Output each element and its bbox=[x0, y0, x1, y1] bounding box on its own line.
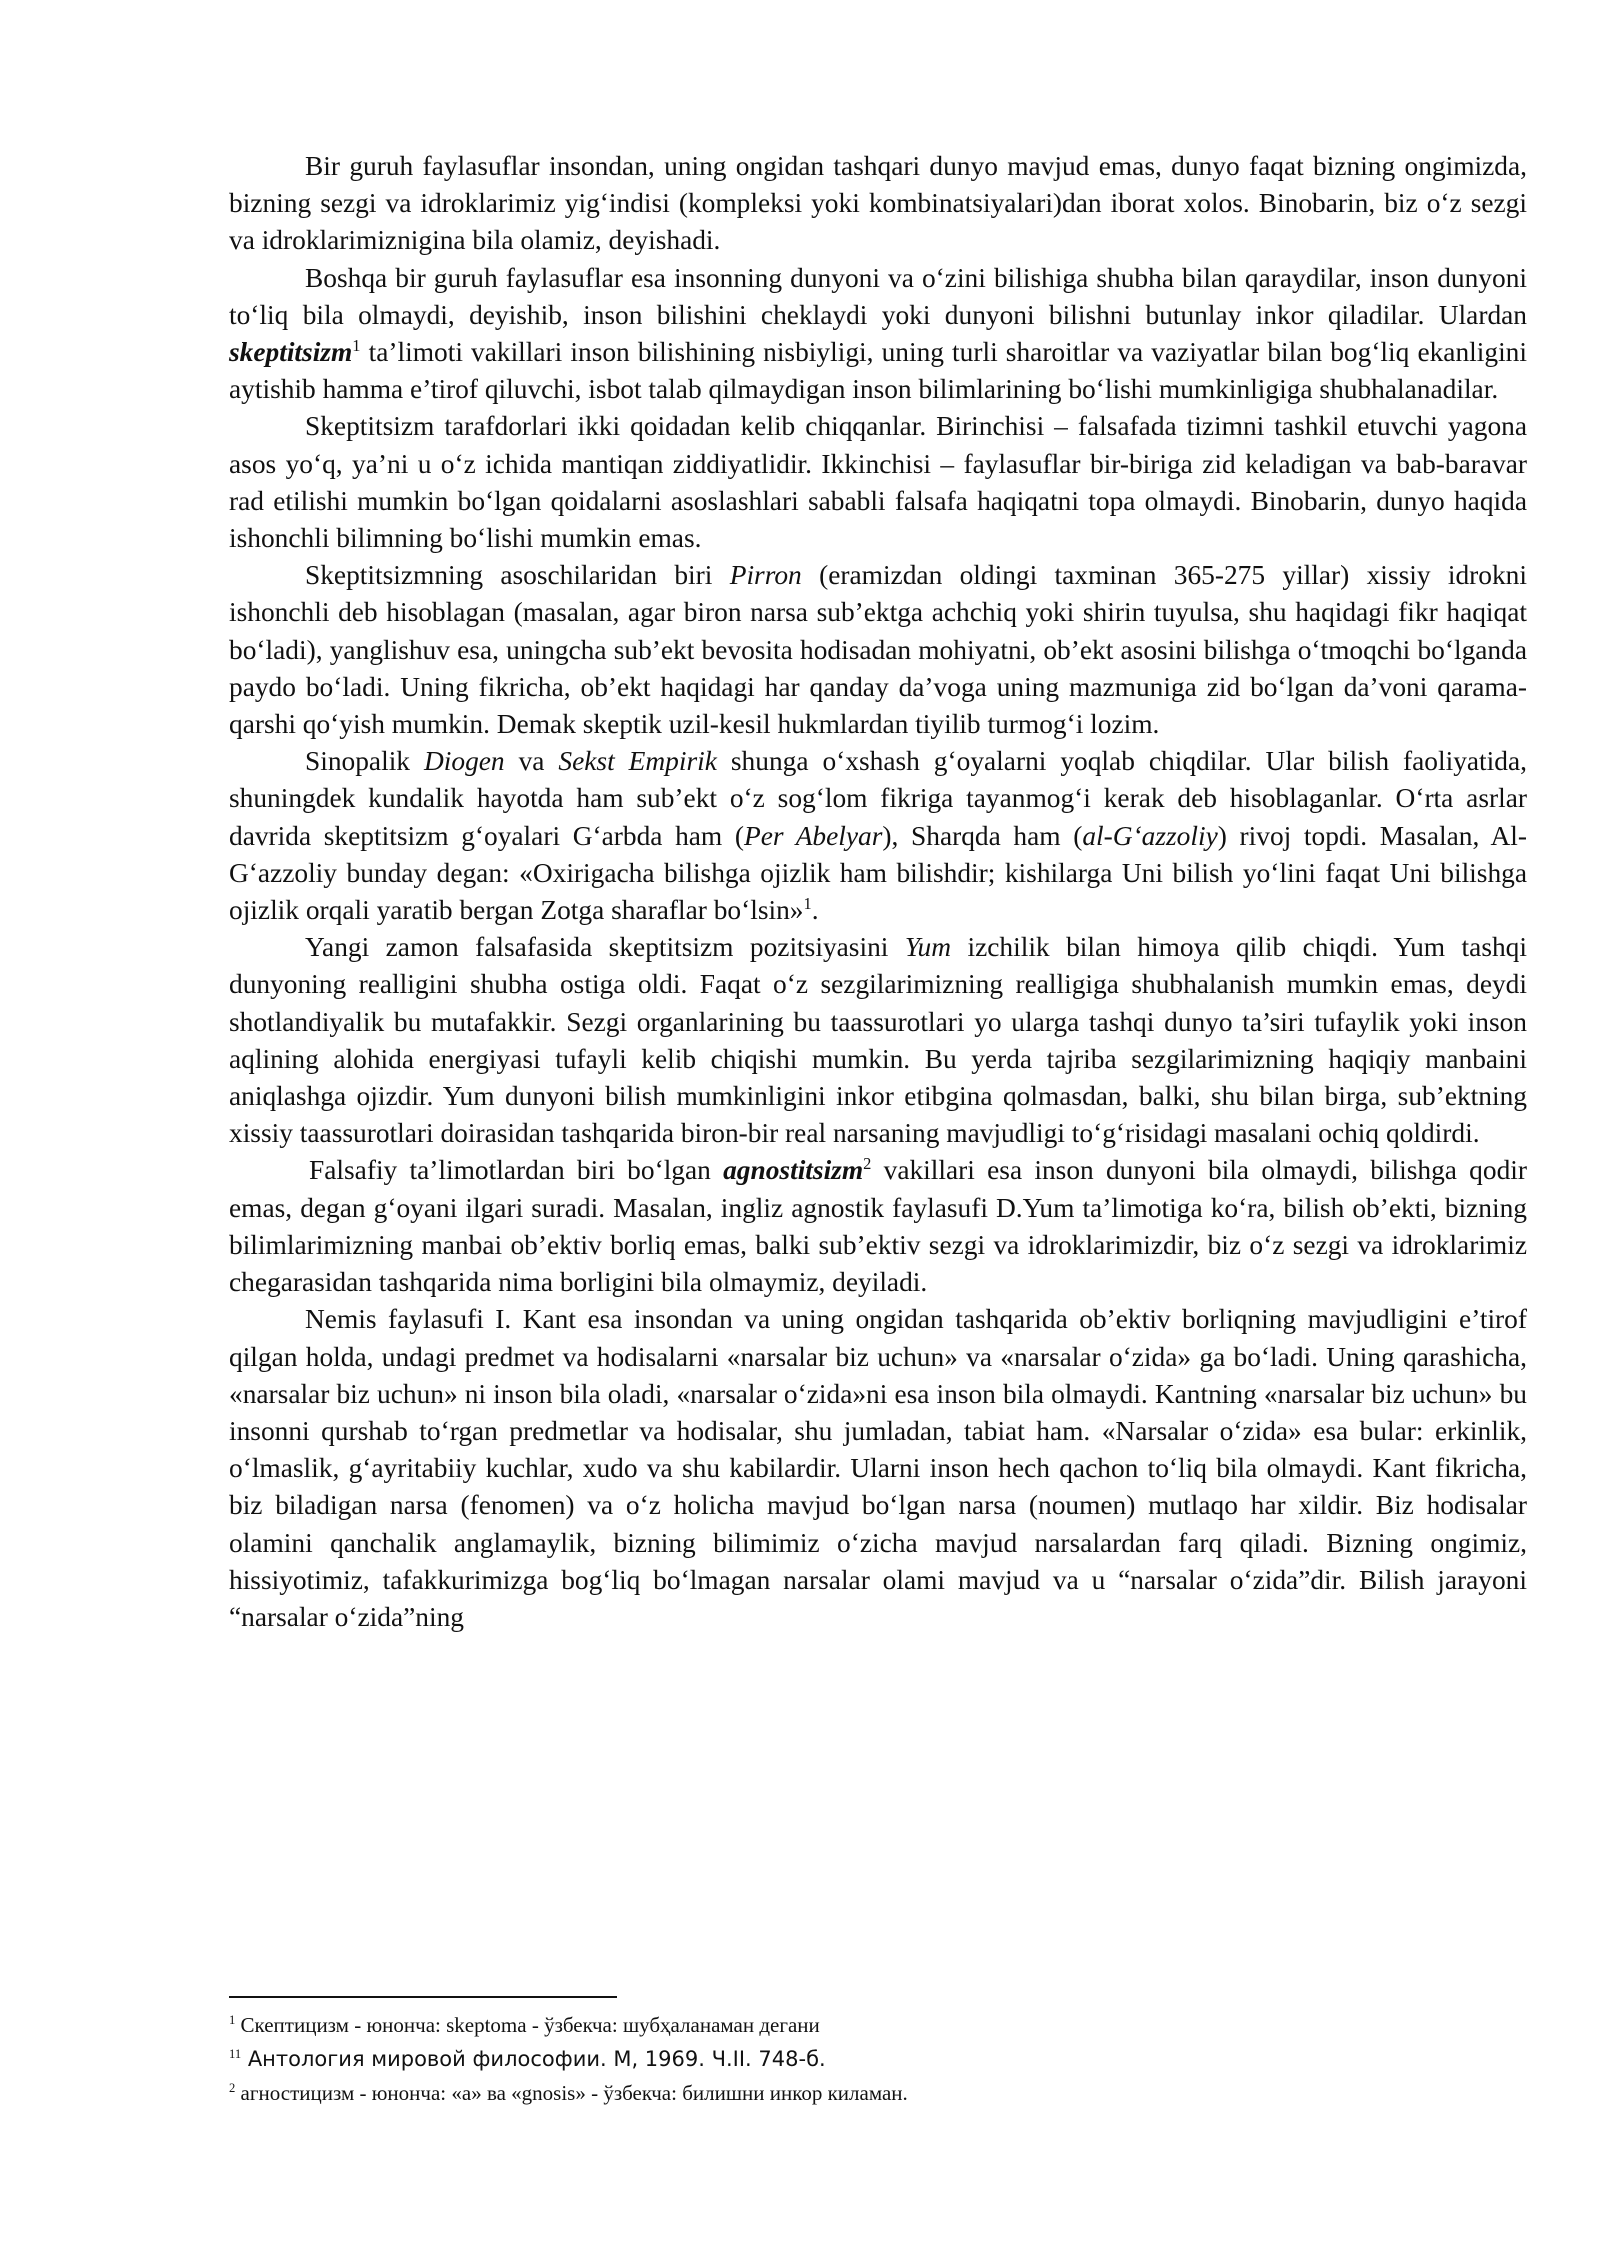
paragraph bbox=[229, 260, 1527, 409]
footnotes bbox=[229, 2008, 1527, 2110]
text-run: Skeptitsizmning asoschilaridan biri bbox=[305, 560, 730, 591]
text-run: Skeptitsizm tarafdorlari ikki qoidadan kelib chiqqanlar. Birinchisi – falsafada tizimni tashkil etuvchi yagona asos yo‘q, ya’ni u o‘z ichida mantiqan ziddiyatlidir. Ikkinchisi – faylasuflar bir-biriga zid keladigan va bab-baravar rad etilishi mumkin bo‘lgan qoidalarni asoslashlari sababli falsafa haqiqatni topa olmaydi. Binobarin, dunyo haqida ishonchli bilimning bo‘lishi mumkin emas. bbox=[229, 411, 1527, 554]
text-run: shunga o‘xshash g‘oyalarni yoqlab chiqdilar. Ular bilish faoliyatida, shuningdek kundalik hayotda ham sub’ekt o‘z sog‘lom fikriga tayanmog‘i kerak deb hisoblaganlar. O‘rta asrlar davrida skeptitsizm g‘oyalari G‘arbda ham ( bbox=[229, 746, 1527, 851]
key-term: skeptitsizm bbox=[229, 337, 353, 368]
footnote-ref: 1 bbox=[803, 893, 812, 913]
text-run: ta’limoti vakillari inson bilishining nisbiyligi, uning turli sharoitlar va vaziyatlar bilan bog‘liq ekanligini aytishib hamma e’tirof qiluvchi, isbot talab qilmaydigan inson bilimlarining bo‘lishi mumkinligiga shubhalanadilar. bbox=[229, 337, 1527, 405]
text-run: Falsafiy ta’limotlardan biri bo‘lgan bbox=[309, 1155, 724, 1186]
proper-name: Sekst Empirik bbox=[558, 746, 717, 777]
text-run: vakillari esa inson dunyoni bila olmaydi, bilishga qodir emas, degan g‘oyani ilgari suradi. Masalan, ingliz agnostik faylasufi D.Yum ta’limotiga ko‘ra, bilish ob’ekti, bizning bilimlarimizning manbai ob’ektiv borliq emas, balki sub’ektiv sezgi va idroklarimizdir, biz o‘z sezgi va idroklarimiz chegarasidan tashqarida nima borligini bila olmaymiz, deyiladi. bbox=[229, 1155, 1527, 1298]
proper-name: Per Abelyar bbox=[744, 820, 883, 851]
footnote-mark: 2 bbox=[229, 2081, 236, 2095]
proper-name: al-G‘azzoliy bbox=[1082, 820, 1218, 851]
text-run: Boshqa bir guruh faylasuflar esa insonning dunyoni va o‘zini bilishiga shubha bilan qaraydilar, inson dunyoni to‘liq bila olmaydi, deyishib, inson bilishini cheklaydi yoki dunyoni bilishni butunlay inkor qiladilar. Ulardan bbox=[229, 262, 1527, 330]
footnote-text: Антология мировой философии. М, 1969. Ч.II. 748-б. bbox=[241, 2047, 826, 2071]
text-run: izchilik bilan himoya qilib chiqdi. Yum tashqi dunyoning realligini shubha ostiga oldi. Faqat o‘z sezgilarimizning realligiga shubhalanish mumkin emas, deydi shotlandiyalik bu mutafakkir. Sezgi organlarining bu taassurotlari yo ularga tashqi dunyo ta’siri tufaylik yoki inson aqlining alohida energiyasi tufayli kelib chiqishi mumkin. Bu yerda tajriba sezgilarimizning haqiqiy manbaini aniqlashga ojizdir. Yum dunyoni bilish mumkinligini inkor etibgina qolmasdan, balki, shu bilan birga, sub’ektning xissiy taassurotlari doirasidan tashqarida biron-bir real narsaning mavjudligi to‘g‘risidagi masalani ochiq qoldirdi. bbox=[229, 932, 1527, 1149]
text-run: Yangi zamon falsafasida skeptitsizm pozitsiyasini bbox=[305, 932, 905, 963]
paragraph bbox=[229, 743, 1527, 929]
text-run: Nemis faylasufi I. Kant esa insondan va uning ongidan tashqarida ob’ektiv borliqning mavjudligini e’tirof qilgan holda, undagi predmet va hodisalarni «narsalar biz uchun» va «narsalar o‘zida» ga bo‘ladi. Uning qarashicha, «narsalar biz uchun» ni inson bila oladi, «narsalar o‘zida»ni esa inson bila olmaydi. Kantning «narsalar biz uchun» bu insonni qurshab to‘rgan predmetlar va hodisalar, shu jumladan, tabiat ham. «Narsalar o‘zida» esa bular: erkinlik, o‘lmaslik, g‘ayritabiiy kuchlar, xudo va shu kabilardir. Ularni inson hech qachon to‘liq bila olmaydi. Kant fikricha, biz biladigan narsa (fenomen) va o‘z holicha mavjud bo‘lgan narsa (noumen) mutlaqo har xildir. Biz hodisalar olamini qanchalik anglamaylik, bizning bilimimiz o‘zicha mavjud narsalardan farq qiladi. Bizning ongimiz, hissiyotimiz, tafakkurimizga bog‘liq bo‘lmagan narsalar olami mavjud va u “narsalar o‘zida”dir. Bilish jarayoni “narsalar o‘zida”ning bbox=[229, 1304, 1527, 1632]
footnote-ref: 1 bbox=[352, 335, 361, 355]
footnote-text: агностицизм - юнонча: «а» ва «gnosis» - ўзбекча: билишни инкор киламан. bbox=[235, 2081, 908, 2105]
text-run: Sinopalik bbox=[305, 746, 424, 777]
footnote-ref: 2 bbox=[863, 1154, 872, 1174]
footnote bbox=[229, 2042, 1527, 2076]
footnote bbox=[229, 2008, 1527, 2042]
paragraph bbox=[229, 408, 1527, 557]
text-run: va bbox=[504, 746, 559, 777]
body-text bbox=[229, 148, 1527, 1636]
paragraph bbox=[229, 148, 1527, 260]
footnote-mark: 1 bbox=[229, 2013, 236, 2027]
text-run: (eramizdan oldingi taxminan 365-275 yillar) xissiy idrokni ishonchli deb hisoblagan (masalan, agar biron narsa sub’ektga achchiq yoki shirin tuyulsa, shu haqidagi fikr haqiqat bo‘ladi), yanglishuv esa, uningcha sub’ekt bevosita hodisadan mohiyatni, ob’ekt asosini bilishga o‘tmoqchi bo‘lganda paydo bo‘ladi. Uning fikricha, ob’ekt haqidagi har qanday da’voga uning mazmuniga zid bo‘lgan da’voni qarama-qarshi qo‘yish mumkin. Demak skeptik uzil-kesil hukmlardan tiyilib turmog‘i lozim. bbox=[229, 560, 1527, 740]
footnote bbox=[229, 2076, 1527, 2110]
text-run: Bir guruh faylasuflar insondan, uning ongidan tashqari dunyo mavjud emas, dunyo faqat bizning ongimizda, bizning sezgi va idroklarimiz yig‘indisi (kompleksi yoki kombinatsiyalari)dan iborat xolos. Binobarin, biz o‘z sezgi va idroklarimiznigina bila olamiz, deyishadi. bbox=[229, 151, 1527, 256]
footnote-text: Скептицизм - юнонча: skeptoma - ўзбекча: шубҳаланаман дегани bbox=[235, 2013, 820, 2037]
proper-name: Pirron bbox=[729, 560, 802, 591]
footnote-mark: 11 bbox=[229, 2047, 242, 2061]
proper-name: Diogen bbox=[423, 746, 505, 777]
paragraph bbox=[229, 929, 1527, 1152]
text-run: ) rivoj topdi. Masalan, Al-G‘azzoliy bunday degan: «Oxirigacha bilishga ojizlik ham bilishdir; kishilarga Uni bilish yo‘lini faqat Uni bilishga ojizlik orqali yaratib bergan Zotga sharaflar bo‘lsin» bbox=[229, 820, 1527, 926]
proper-name: Yum bbox=[904, 932, 952, 963]
paragraph bbox=[229, 1301, 1527, 1636]
text-run: ), Sharqda ham ( bbox=[882, 820, 1083, 851]
paragraph bbox=[229, 1152, 1527, 1301]
text-run: . bbox=[811, 895, 819, 926]
key-term: agnostitsizm bbox=[723, 1155, 864, 1186]
paragraph bbox=[229, 557, 1527, 743]
footnote-separator bbox=[229, 1996, 617, 1998]
